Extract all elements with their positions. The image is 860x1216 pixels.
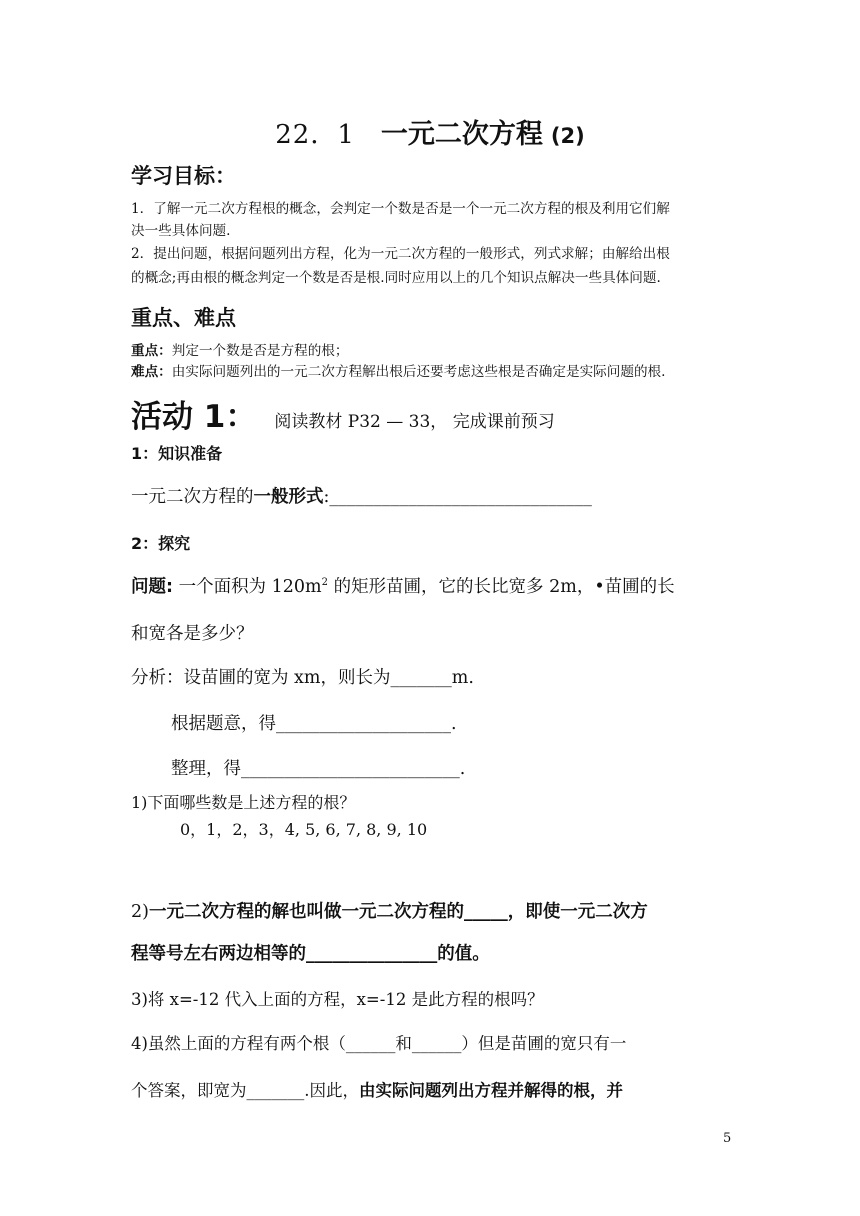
general-form-line xyxy=(131,483,592,508)
goal-2-line-1: 2．提出问题，根据问题列出方程，化为一元二次方程的一般形式，列式求解；由解给出根 xyxy=(131,246,670,262)
q1-numbers: 0，1，2，3，4, 5, 6, 7, 8, 9, 10 xyxy=(180,820,428,839)
page-title xyxy=(0,112,860,151)
goal-2-line-2: 的概念;再由根的概念判定一个数是否是根.同时应用以上的几个知识点解决一些具体问题. xyxy=(131,270,661,286)
q4-text-b: 由实际问题列出方程并解得的根，并 xyxy=(359,1081,623,1100)
step-1-line: 根据题意，得____________________. xyxy=(171,714,457,734)
key-label: 重点： xyxy=(131,343,172,359)
step-2-line: 整理，得_________________________. xyxy=(171,759,466,779)
title-suffix: (2) xyxy=(550,124,585,148)
q2-line-2: 程等号左右两边相等的_______________的值。 xyxy=(131,944,490,964)
q2-line-1 xyxy=(131,898,648,923)
key-text: 判定一个数是否是方程的根； xyxy=(171,343,349,359)
question-line-1 xyxy=(131,573,675,598)
key-heading: 重点、难点 xyxy=(131,306,236,330)
q1-text: 1)下面哪些数是上述方程的根？ xyxy=(131,793,356,812)
question-line-2: 和宽各是多少？ xyxy=(131,624,254,644)
goal-1-line-2: 决一些具体问题. xyxy=(131,223,231,239)
activity-text: 阅读教材 P32 — 33， 完成课前预习 xyxy=(274,412,555,432)
goals-heading: 学习目标： xyxy=(131,164,236,188)
general-form-prefix: 一元二次方程的 xyxy=(131,487,254,507)
hard-point xyxy=(131,360,665,384)
hard-text: 由实际问题列出的一元二次方程解出根后还要考虑这些根是否确定是实际问题的根. xyxy=(171,364,666,380)
question-text-b: 的矩形苗圃，它的长比宽多 2m，•苗圃的长 xyxy=(328,577,675,597)
q4-text-a: 个答案，即宽为_______.因此， xyxy=(131,1081,359,1100)
q4-line-2 xyxy=(131,1077,623,1101)
analysis-line: 分析：设苗圃的宽为 xm，则长为_______m. xyxy=(131,668,474,688)
title-main: 一元二次方程 xyxy=(380,119,543,150)
question-label: 问题: xyxy=(131,577,173,597)
q2-number: 2) xyxy=(131,902,149,922)
question-superscript: 2 xyxy=(321,577,328,589)
general-form-label: 一般形式 xyxy=(253,487,324,507)
title-number: 22．1 xyxy=(275,120,355,150)
question-text-a: 一个面积为 120m xyxy=(173,577,322,597)
activity-line xyxy=(131,391,555,436)
general-form-blank: :______________________________ xyxy=(323,487,592,507)
q3-text: 3)将 x=-12 代入上面的方程，x=-12 是此方程的根吗？ xyxy=(131,990,544,1009)
hard-label: 难点： xyxy=(131,364,172,380)
page-number: 5 xyxy=(723,1131,732,1146)
section-1-heading: 1：知识准备 xyxy=(131,444,223,463)
activity-label: 活动 1： xyxy=(131,399,257,435)
q2-text-1: 一元二次方程的解也叫做一元二次方程的_____，即使一元二次方 xyxy=(148,902,648,922)
goal-1-line-1: 1．了解一元二次方程根的概念，会判定一个数是否是一个一元二次方程的根及利用它们解 xyxy=(131,201,670,217)
q4-line-1: 4)虽然上面的方程有两个根（______和______）但是苗圃的宽只有一 xyxy=(131,1034,627,1053)
section-2-heading: 2：探究 xyxy=(131,534,191,553)
